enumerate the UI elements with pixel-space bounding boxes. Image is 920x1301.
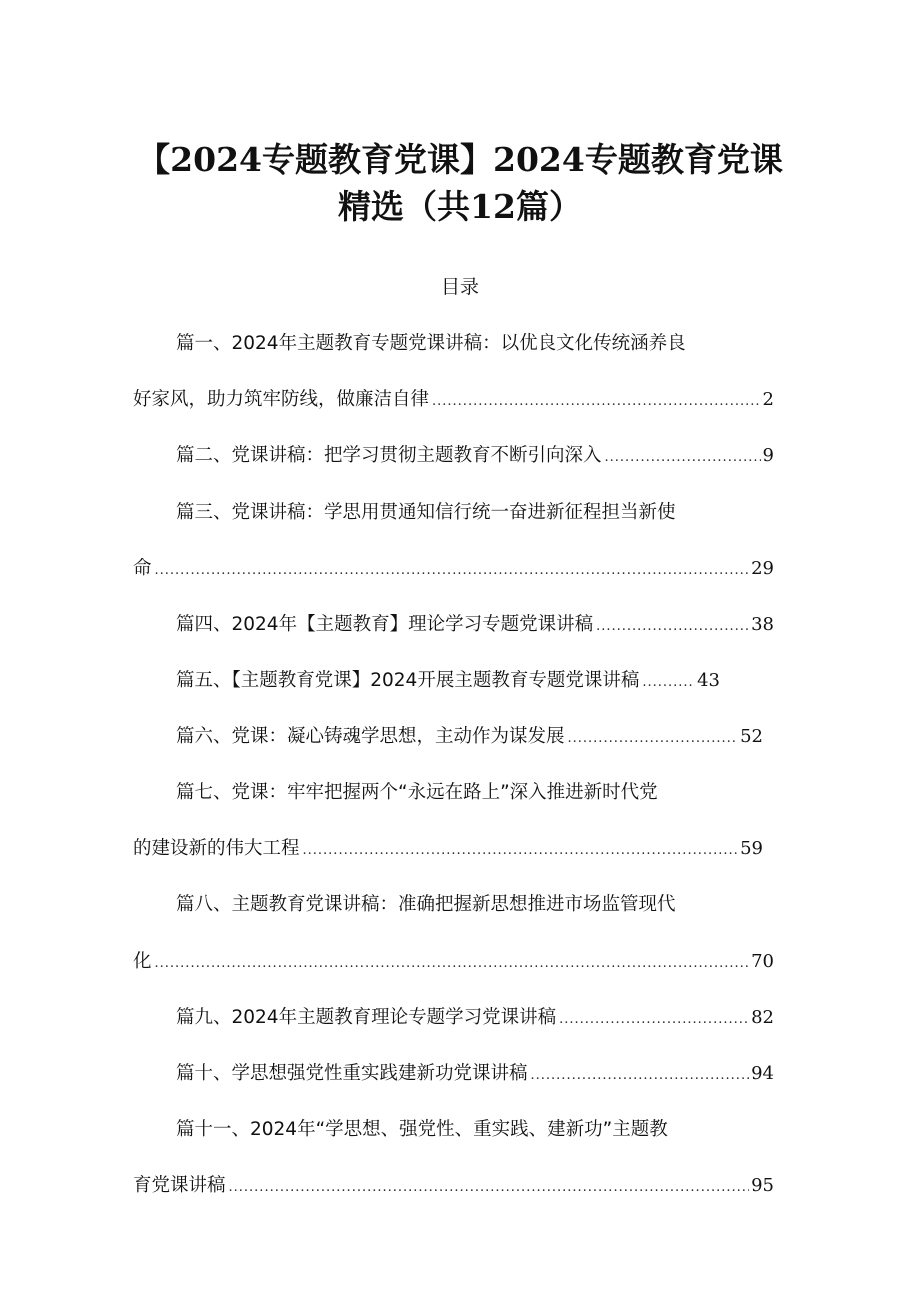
toc-page-number: 29 <box>751 558 774 579</box>
toc-entry-text: 篇二、党课讲稿：把学习贯彻主题教育不断引向深入 <box>176 445 602 466</box>
toc-entry-7[interactable] <box>133 834 763 864</box>
toc-leader-dots <box>303 836 739 866</box>
toc-leader-dots <box>155 556 750 586</box>
toc-page-number: 95 <box>751 1175 774 1196</box>
toc-page-number: 9 <box>762 445 774 466</box>
toc-leader-dots <box>531 1061 750 1091</box>
toc-entry-text: 育党课讲稿 <box>133 1175 226 1196</box>
toc-entry-6[interactable] <box>176 722 763 752</box>
toc-page-number: 43 <box>697 670 720 691</box>
toc-entry-11-line-1[interactable]: 篇十一、2024年“学思想、强党性、重实践、建新功”主题教 <box>176 1119 668 1140</box>
toc-entry-10[interactable] <box>176 1059 774 1089</box>
toc-leader-dots <box>642 668 695 698</box>
toc-entry-text: 的建设新的伟大工程 <box>133 838 300 859</box>
document-title-line-1: 【2024专题教育党课】2024专题教育党课 <box>137 140 783 179</box>
toc-entry-text: 篇六、党课：凝心铸魂学思想，主动作为谋发展 <box>176 726 565 747</box>
toc-entry-3[interactable] <box>133 554 774 584</box>
toc-entry-1[interactable] <box>133 385 774 415</box>
toc-entry-2[interactable] <box>176 441 774 471</box>
toc-page-number: 70 <box>751 951 774 972</box>
toc-page-number: 52 <box>740 726 763 747</box>
toc-leader-dots <box>596 612 749 642</box>
toc-entry-text: 好家风，助力筑牢防线，做廉洁自律 <box>133 389 430 410</box>
toc-page-number: 38 <box>751 614 774 635</box>
toc-entry-text: 化 <box>133 951 152 972</box>
toc-entry-text: 篇十、学思想强党性重实践建新功党课讲稿 <box>176 1063 528 1084</box>
toc-leader-dots <box>155 949 750 979</box>
toc-leader-dots <box>559 1005 749 1035</box>
toc-page-number: 59 <box>740 838 763 859</box>
toc-entry-1-line-1[interactable]: 篇一、2024年主题教育专题党课讲稿：以优良文化传统涵养良 <box>176 333 686 354</box>
toc-leader-dots <box>605 443 761 473</box>
toc-page-number: 94 <box>751 1063 774 1084</box>
toc-leader-dots <box>229 1173 750 1203</box>
toc-entry-3-line-1[interactable]: 篇三、党课讲稿：学思用贯通知信行统一奋进新征程担当新使 <box>176 502 676 523</box>
toc-page-number: 82 <box>751 1007 774 1028</box>
toc-heading: 目录 <box>440 276 479 298</box>
toc-entry-text: 篇五、【主题教育党课】2024开展主题教育专题党课讲稿 <box>176 670 640 691</box>
toc-entry-text: 篇九、2024年主题教育理论专题学习党课讲稿 <box>176 1007 557 1028</box>
document-title-line-2: 精选（共12篇） <box>338 187 582 226</box>
toc-entry-text: 篇四、2024年【主题教育】理论学习专题党课讲稿 <box>176 614 594 635</box>
toc-entry-text: 命 <box>133 558 152 579</box>
toc-leader-dots <box>568 724 739 754</box>
toc-entry-4[interactable] <box>176 610 774 640</box>
toc-entry-8[interactable] <box>133 947 774 977</box>
toc-leader-dots <box>432 387 761 417</box>
toc-entry-5[interactable] <box>176 666 720 696</box>
toc-entry-11[interactable] <box>133 1171 774 1201</box>
toc-page-number: 2 <box>762 389 774 410</box>
toc-entry-7-line-1[interactable]: 篇七、党课：牢牢把握两个“永远在路上”深入推进新时代党 <box>176 782 658 803</box>
toc-entry-8-line-1[interactable]: 篇八、主题教育党课讲稿：准确把握新思想推进市场监管现代 <box>176 894 676 915</box>
toc-entry-9[interactable] <box>176 1003 774 1033</box>
